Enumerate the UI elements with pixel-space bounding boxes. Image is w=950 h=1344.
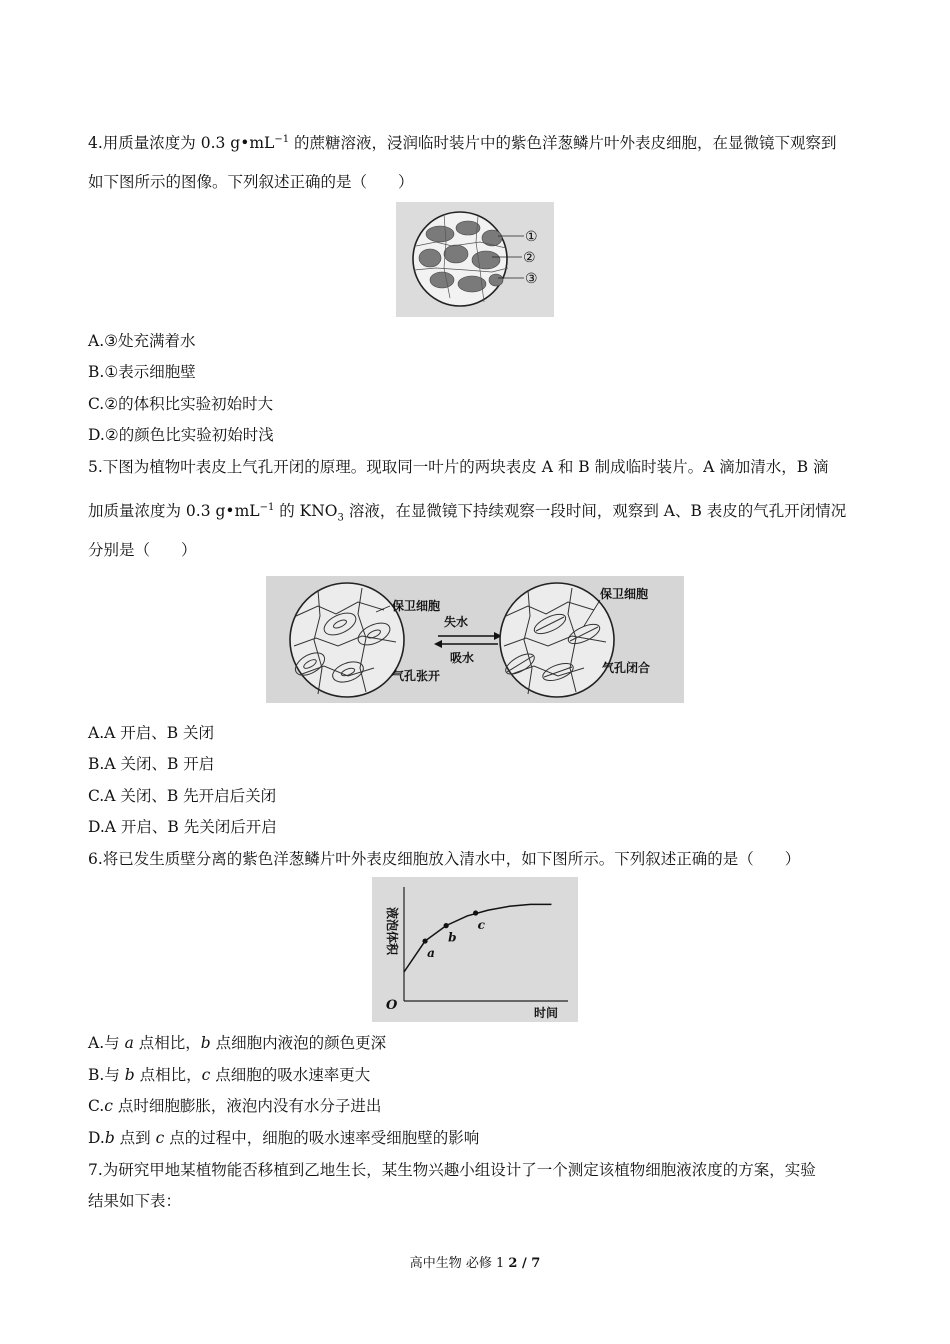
data-point-b	[444, 923, 449, 928]
q5-option-b: B.A 关闭、B 开启	[88, 755, 215, 773]
point-label-b: b	[448, 930, 457, 945]
q6-option-d: D.b 点到 c 点的过程中，细胞的吸水速率受细胞壁的影响	[88, 1129, 480, 1147]
q6-option-c: C.c 点时细胞膨胀，液泡内没有水分子进出	[88, 1097, 382, 1115]
page-footer: 高中生物 必修 1 2 / 7	[409, 1256, 541, 1271]
q6-figure-chart	[372, 877, 578, 1022]
point-label-c: c	[477, 918, 485, 933]
data-point-c	[473, 910, 478, 915]
q5-right-label: 保卫细胞	[600, 587, 649, 601]
q5-figure-stomata	[266, 576, 684, 703]
q4-label-1: ①	[525, 229, 538, 245]
q5-arrow-top-label: 失水	[444, 615, 469, 629]
q5-right-caption: 气孔闭合	[602, 661, 651, 675]
q5-option-c: C.A 关闭、B 先开启后关闭	[88, 787, 277, 805]
q4-stem-line2: 如下图所示的图像。下列叙述正确的是（ ）	[88, 173, 414, 191]
q7-stem-line2: 结果如下表：	[88, 1192, 182, 1210]
point-label-a: a	[427, 946, 435, 961]
y-axis-label: 液泡体积	[385, 907, 399, 956]
q5-stem-line1: 5.下图为植物叶表皮上气孔开闭的原理。现取同一叶片的两块表皮 A 和 B 制成临时装片。A 滴加清水，B 滴	[88, 458, 829, 476]
q4-label-2: ②	[523, 250, 536, 266]
q5-left-caption: 气孔张开	[392, 669, 441, 683]
q5-stem-line3: 分别是（ ）	[88, 541, 197, 559]
x-axis-label: 时间	[534, 1006, 559, 1020]
q4-stem-line1: 4.用质量浓度为 0.3 $g•mL^{-1}$ 的蔗糖溶液，浸润临时装片中的紫色洋葱鳞片叶外表皮细胞，在显微镜下观察到	[88, 134, 837, 153]
q4-label-3: ③	[525, 271, 538, 287]
data-point-a	[422, 938, 427, 943]
q4-option-b: B.①表示细胞壁	[88, 363, 196, 381]
q7-stem-line1: 7.为研究甲地某植物能否移植到乙地生长，某生物兴趣小组设计了一个测定该植物细胞液浓度的方案，实验	[88, 1161, 816, 1179]
q5-option-a: A.A 开启、B 关闭	[88, 724, 215, 742]
q5-left-label: 保卫细胞	[392, 599, 441, 613]
q4-option-d: D.②的颜色比实验初始时浅	[88, 426, 274, 444]
q5-option-d: D.A 开启、B 先关闭后开启	[88, 818, 277, 836]
q6-option-a: A.与 a 点相比，b 点细胞内液泡的颜色更深	[88, 1034, 387, 1052]
q5-stem-line2: 加质量浓度为 0.3 $g•mL^{-1}$ 的 $KNO_3$ 溶液，在显微镜下持续观察一段时间，观察到 A、B 表皮的气孔开闭情况	[88, 502, 847, 524]
q6-option-b: B.与 b 点相比，c 点细胞的吸水速率更大	[88, 1066, 371, 1084]
q4-figure-cells	[396, 202, 554, 317]
origin-label: O	[386, 998, 398, 1013]
q6-stem: 6.将已发生质壁分离的紫色洋葱鳞片叶外表皮细胞放入清水中，如下图所示。下列叙述正确的是（ ）	[88, 850, 801, 868]
q5-arrow-bottom-label: 吸水	[450, 651, 475, 665]
q4-option-c: C.②的体积比实验初始时大	[88, 395, 274, 413]
q4-option-a: A.③处充满着水	[88, 332, 196, 350]
